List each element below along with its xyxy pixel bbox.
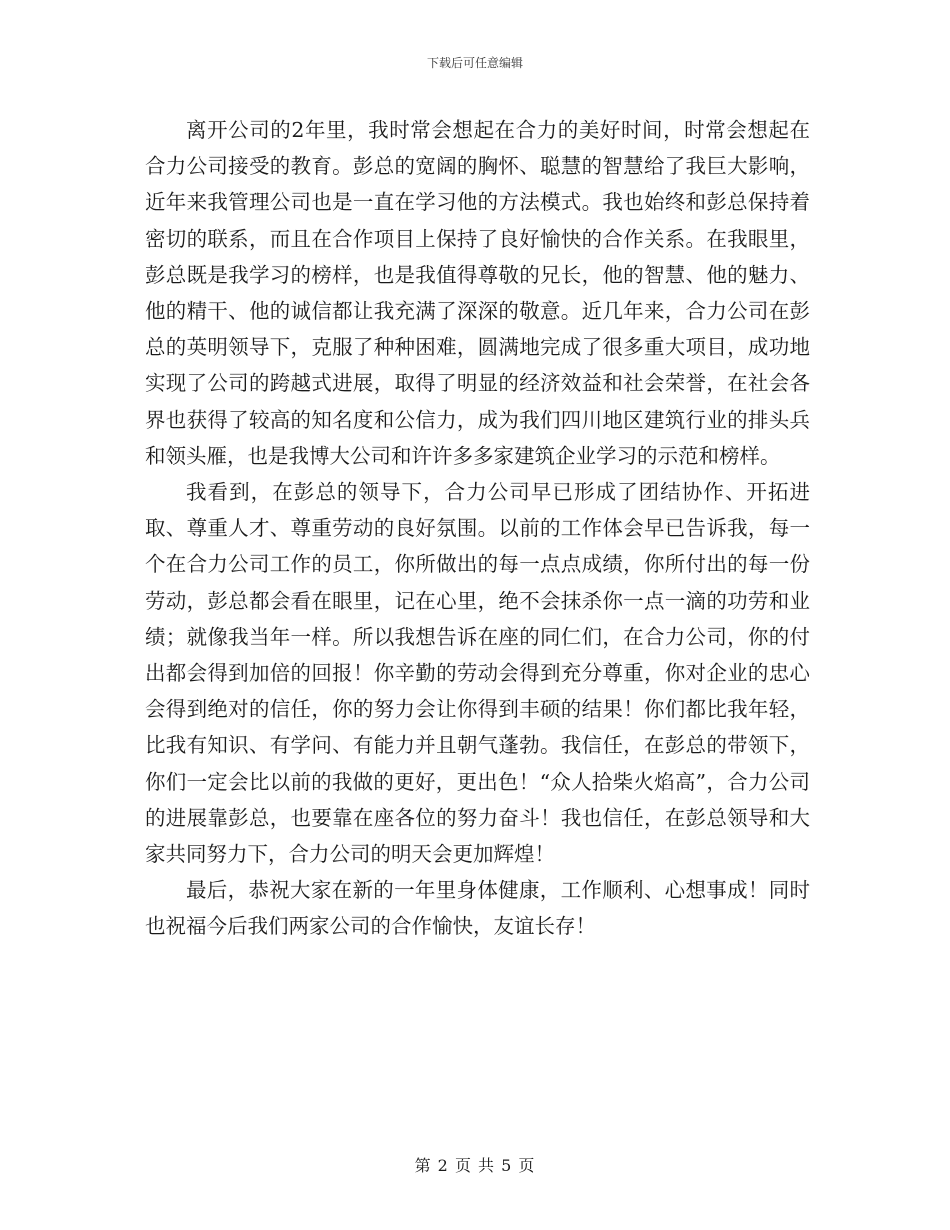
document-body — [145, 112, 810, 945]
paragraph-1: 离开公司的2年里，我时常会想起在合力的美好时间，时常会想起在合力公司接受的教育。彭总的宽阔的胸怀、聪慧的智慧给了我巨大影响，近年来我管理公司也是一直在学习他的方法模式。我也始终和彭总保持着密切的联系，而且在合作项目上保持了良好愉快的合作关系。在我眼里，彭总既是我学习的榜样，也是我值得尊敬的兄长，他的智慧、他的魅力、他的精干、他的诚信都让我充满了深深的敬意。近几年来，合力公司在彭总的英明领导下，克服了种种困难，圆满地完成了很多重大项目，成功地实现了公司的跨越式进展，取得了明显的经济效益和社会荣誉，在社会各界也获得了较高的知名度和公信力，成为我们四川地区建筑行业的排头兵和领头雁，也是我博大公司和许许多多家建筑企业学习的示范和榜样。 — [145, 118, 810, 468]
page-header-note: 下载后可任意编辑 — [426, 56, 523, 70]
page-number-footer: 第 2 页 共 5 页 — [414, 1156, 536, 1175]
paragraph-3: 最后，恭祝大家在新的一年里身体健康，工作顺利、心想事成！同时也祝福今后我们两家公司的合作愉快，友谊长存！ — [145, 878, 810, 939]
paragraph-2: 我看到，在彭总的领导下，合力公司早已形成了团结协作、开拓进取、尊重人才、尊重劳动的良好氛围。以前的工作体会早已告诉我，每一个在合力公司工作的员工，你所做出的每一点点成绩，你所付出的每一份劳动，彭总都会看在眼里，记在心里，绝不会抹杀你一点一滴的功劳和业绩；就像我当年一样。所以我想告诉在座的同仁们，在合力公司，你的付出都会得到加倍的回报！你辛勤的劳动会得到充分尊重，你对企业的忠心会得到绝对的信任，你的努力会让你得到丰硕的结果！你们都比我年轻，比我有知识、有学问、有能力并且朝气蓬勃。我信任，在彭总的带领下，你们一定会比以前的我做的更好，更出色！“众人拾柴火焰高”，合力公司的进展靠彭总，也要靠在座各位的努力奋斗！我也信任，在彭总领导和大家共同努力下，合力公司的明天会更加辉煌！ — [145, 480, 810, 867]
